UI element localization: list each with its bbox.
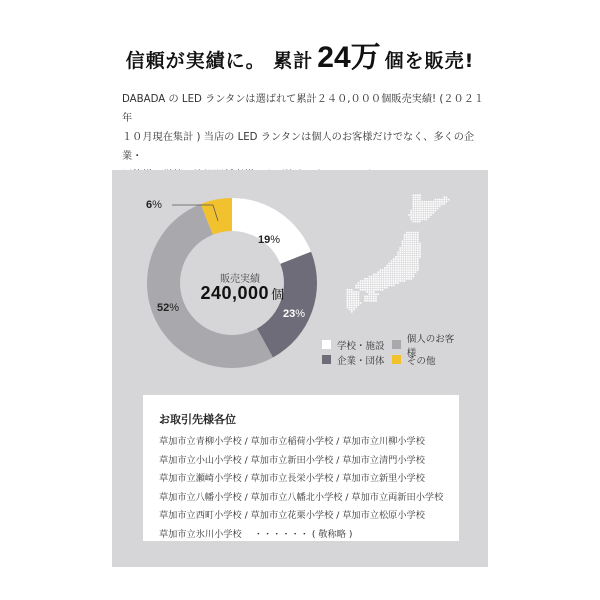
pct-label-companies: 23% (283, 308, 306, 320)
client-line: 草加市立瀬崎小学校 / 草加市立長栄小学校 / 草加市立新里小学校 (159, 473, 425, 484)
legend-item-individuals: 個人のお客様 (392, 331, 462, 359)
headline-big-number: 24万 (317, 41, 381, 74)
clients-list (159, 433, 443, 544)
donut-center-value (180, 283, 305, 304)
intro-line: １０月現在集計 ) 当店の LED ランタンは個人のお客様だけでなく、多くの企業・ (122, 132, 475, 162)
japan-map-icon (347, 194, 450, 312)
client-line: 草加市立小山小学校 / 草加市立新田小学校 / 草加市立清門小学校 (159, 454, 425, 466)
total-unit: 個 (271, 288, 285, 303)
pct-label-other: 6% (146, 199, 162, 211)
donut-center-label: 販売実績 (220, 274, 260, 285)
headline-suffix: 個を販売! (384, 50, 475, 72)
swatch-yellow-icon (392, 355, 401, 364)
headline-prefix: 信頼が実績に。 累計 (125, 50, 314, 72)
pct-label-individuals: 52% (157, 302, 180, 314)
client-line: 草加市立氷川小学校 ・・・・・・ ( 敬称略 ) (159, 528, 353, 540)
intro-line: DABADA の LED ランタンは選ばれて累計２４０,０００個販売実績! (２０２１年 (122, 94, 485, 124)
legend-item-other: その他 (392, 353, 462, 367)
legend-item-schools: 学校・施設 (322, 338, 392, 352)
client-line: 草加市立青柳小学校 / 草加市立稲荷小学校 / 草加市立川柳小学校 (159, 436, 425, 447)
client-line: 草加市立西町小学校 / 草加市立花栗小学校 / 草加市立松原小学校 (159, 510, 425, 521)
swatch-white-icon (322, 340, 331, 349)
legend-item-companies: 企業・団体 (322, 353, 392, 367)
swatch-lightgray-icon (392, 340, 401, 349)
chart-legend (322, 333, 462, 367)
swatch-darkgray-icon (322, 355, 331, 364)
pct-label-schools: 19% (258, 234, 281, 246)
clients-title: お取引先様各位 (159, 413, 236, 426)
clients-box (143, 395, 459, 541)
total-value: 240,000 (200, 283, 270, 303)
client-line: 草加市立八幡小学校 / 草加市立八幡北小学校 / 草加市立両新田小学校 (159, 491, 444, 503)
